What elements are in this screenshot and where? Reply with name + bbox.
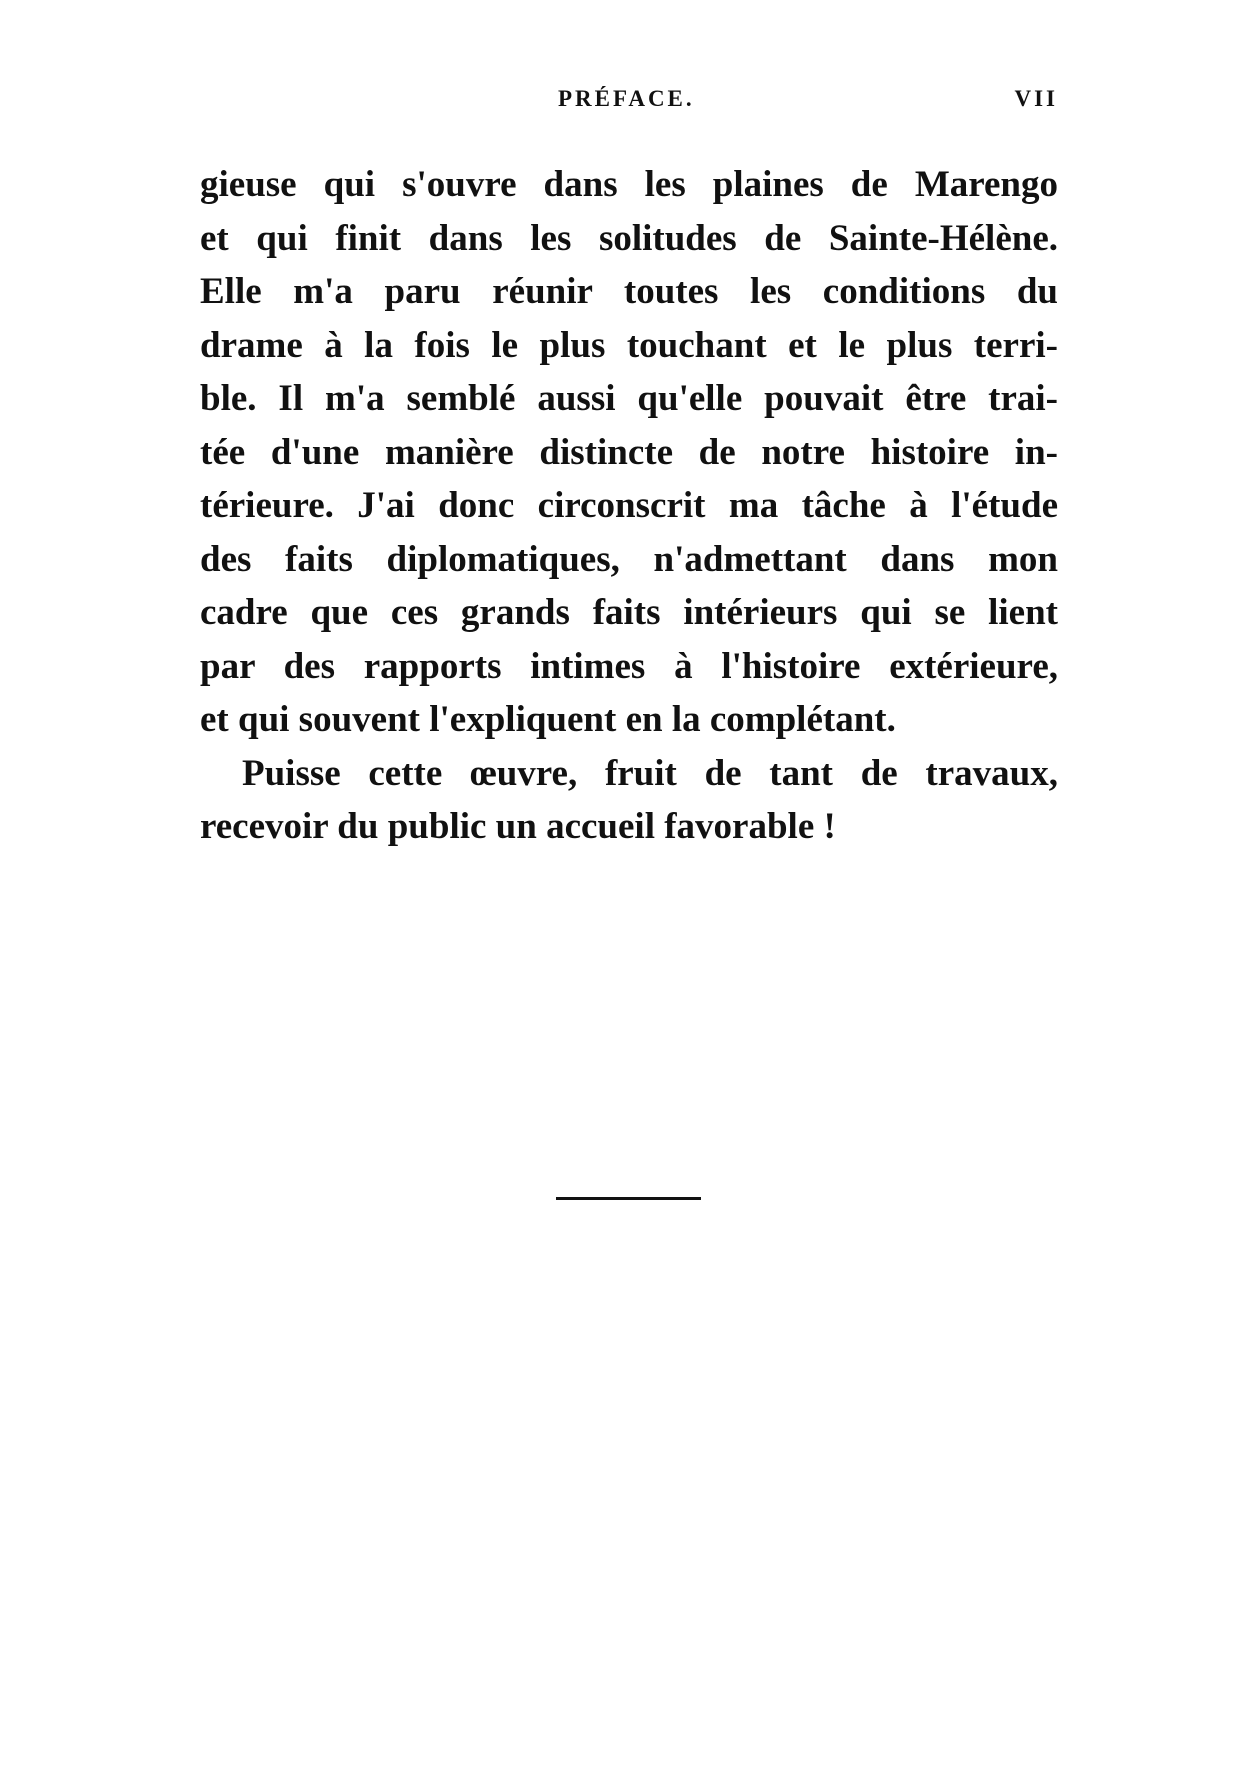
text-line: tée d'une manière distincte de notre histoire in- [200, 431, 1058, 473]
text-line: drame à la fois le plus touchant et le plus terri- [200, 324, 1058, 366]
text-line: Elle m'a paru réunir toutes les conditions du [200, 271, 1058, 312]
page-header [200, 86, 1058, 126]
running-head: PRÉFACE. [558, 86, 695, 111]
body-text [200, 158, 1058, 854]
end-rule [556, 1197, 701, 1200]
paragraph-end-line: et qui souvent l'expliquent en la complétant. [200, 699, 896, 740]
text-line: gieuse qui s'ouvre dans les plaines de Marengo [200, 164, 1058, 205]
text-line: cadre que ces grands faits intérieurs qui se lient [200, 592, 1058, 633]
text-line: térieure. J'ai donc circonscrit ma tâche à l'étude [200, 485, 1058, 526]
paragraph-start-line: Puisse cette œuvre, fruit de tant de travaux, [242, 752, 1058, 794]
text-line: ble. Il m'a semblé aussi qu'elle pouvait être trai- [200, 378, 1058, 419]
page-number: VII [1014, 86, 1058, 111]
text-line: des faits diplomatiques, n'admettant dans mon [200, 538, 1058, 580]
text-line: et qui finit dans les solitudes de Sainte-Hélène. [200, 217, 1058, 259]
text-line: par des rapports intimes à l'histoire extérieure, [200, 645, 1058, 687]
paragraph-end-line: recevoir du public un accueil favorable ! [200, 806, 836, 847]
